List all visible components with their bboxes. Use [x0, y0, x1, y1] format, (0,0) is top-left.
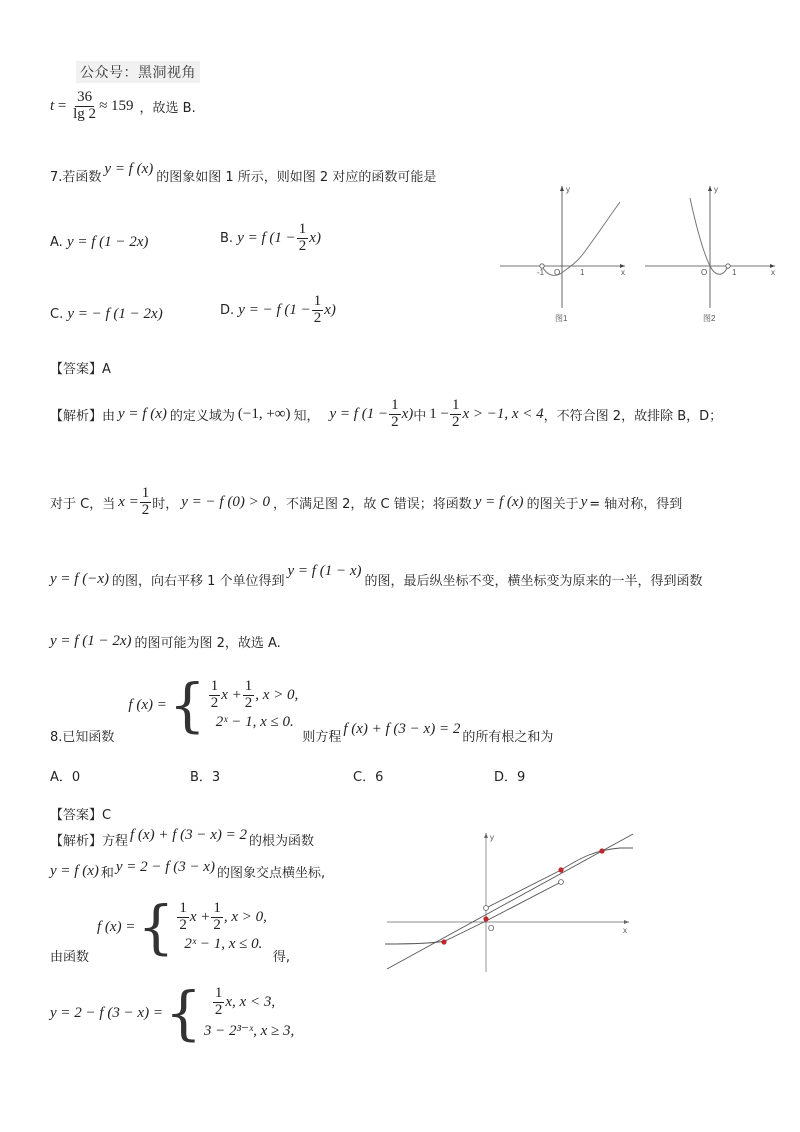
svg-text:图2: 图2 [703, 314, 716, 323]
svg-text:O: O [488, 924, 495, 933]
q8-option-d: D．9 [494, 770, 526, 785]
q7-option-b: B. y = f (1 − $\frac{1}{2}$ x) [220, 221, 321, 254]
svg-text:1: 1 [580, 268, 585, 277]
q8-analysis-line2: y = f (x) 和 y = 2 − f (3 − x) 的图象交点横坐标, [50, 859, 326, 881]
q8-analysis-line4: y = 2 − f (3 − x) = { $\frac{1}{2}$ x, x < 3, 3 − 2³⁻ˣ, x ≥ 3, [50, 979, 295, 1047]
figure-1 [500, 185, 625, 323]
svg-text:y: y [566, 185, 570, 194]
q8-piecewise-cases: $\frac{1}{2}$ x + $\frac{1}{2}$ , x > 0, 2ˣ − 1, x ≤ 0. [210, 678, 299, 730]
svg-text:x: x [621, 268, 625, 277]
svg-text:y: y [490, 833, 494, 842]
q8-analysis-line3: 由函数 f (x) = { $\frac{1}{2}$ x + $\frac{1}{2}$ , x > 0, 2ˣ − 1, x ≤ 0. 得, [50, 893, 291, 965]
q8-intersection-figure [385, 830, 635, 975]
q7-analysis-line4: y = f (1 − 2x) 的图可能为图 2，故选 A. [50, 633, 281, 651]
previous-solution-line: t = $\frac{36}{\lg 2}$ ≈ 159 ，故选 B. [50, 89, 196, 122]
svg-text:x: x [623, 926, 627, 935]
q7-analysis-line2: 对于 C，当 x = $\frac{1}{2}$ 时， y = − f (0) > 0 ，不满足图 2，故 C 错误；将函数 y = f (x) 的图关于 y = 轴对称，得到 [50, 485, 683, 518]
svg-text:x: x [771, 268, 775, 277]
watermark: 公众号：黑洞视角 [76, 61, 200, 83]
q7-option-c: C. y = − f (1 − 2x) [50, 306, 163, 322]
q7-answer: 【答案】A [50, 362, 111, 377]
q7-analysis-line3: y = f (−x) 的图，向右平移 1 个单位得到 y = f (1 − x) 的图，最后纵坐标不变，横坐标变为原来的一半，得到函数 [50, 563, 703, 589]
q8-stem: 8.已知函数 f (x) = { $\frac{1}{2}$ x + $\frac{1}{2}$ , x > 0, 2ˣ − 1, x ≤ 0. 则方程 f (x) + f (3 − x) = 2 的所有根之和为 [50, 671, 554, 745]
q7-option-d: D. y = − f (1 − $\frac{1}{2}$ x) [220, 293, 336, 326]
var-t: t [50, 97, 55, 114]
q7-analysis-line1: 【解析】由 y = f (x) 的定义域为 (−1, +∞) 知， y = f (1 − $\frac{1}{2}$ x) 中 1 − $\frac{1}{2}$ x > −1, x < 4 ，不符合图 2，故排除 B，D； [50, 397, 723, 430]
q8-y2-cases: $\frac{1}{2}$ x, x < 3, 3 − 2³⁻ˣ, x ≥ 3, [203, 985, 295, 1039]
svg-text:1: 1 [732, 268, 737, 277]
q7-stem: 7.若函数 y = f (x) 的图象如图 1 所示，则如图 2 对应的函数可能是 [50, 161, 437, 185]
q7-option-a: A. y = f (1 − 2x) [50, 234, 149, 250]
q8-option-c: C．6 [353, 770, 384, 785]
svg-text:O: O [554, 268, 561, 277]
q8-analysis-piecewise: $\frac{1}{2}$ x + $\frac{1}{2}$ , x > 0, 2ˣ − 1, x ≤ 0. [179, 900, 267, 952]
fraction-36-lg2: $\frac{36}{\lg 2}$ [73, 89, 97, 122]
q7-figures [495, 180, 785, 330]
q8-answer: 【答案】C [50, 808, 112, 823]
svg-text:-1: -1 [537, 268, 545, 277]
svg-text:O: O [701, 268, 708, 277]
q8-analysis-line1: 【解析】方程 f (x) + f (3 − x) = 2 的根为函数 [50, 827, 315, 849]
svg-text:y: y [714, 185, 718, 194]
q8-option-a: A．0 [50, 770, 81, 785]
figure-2 [645, 185, 775, 323]
q8-option-b: B．3 [190, 770, 221, 785]
svg-text:图1: 图1 [555, 314, 568, 323]
